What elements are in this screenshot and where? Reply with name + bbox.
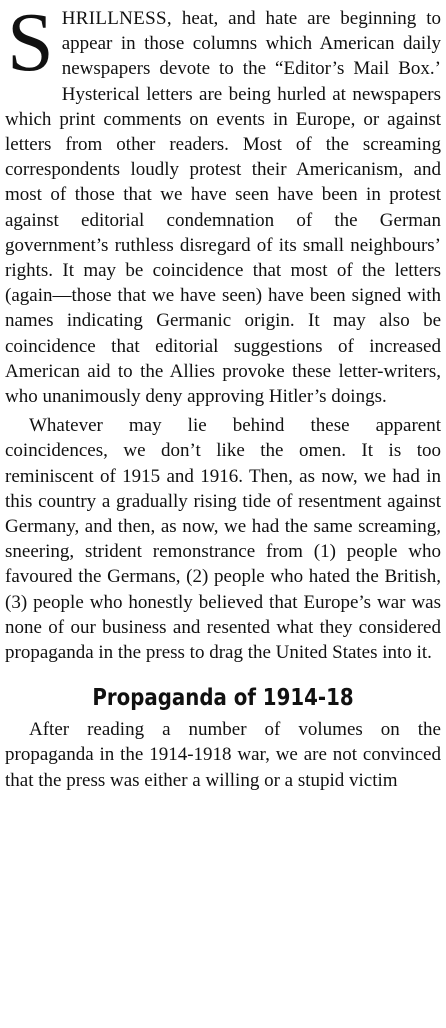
paragraph-2: Whatever may lie behind these apparent coincidences, we don’t like the omen. It is too reminiscent of 1915 and 1916. Then, as now, we had in this country a gradually rising tide of resentment against Germany, and then, as now, we had the same screaming, sneering, strident remonstrance from (1) people who favoured the Germans, (2) people who hated the British, (3) people who honestly believed that Europe’s war was none of our business and resented what they considered propaganda in the press to drag the United States into it. [5,415,441,664]
paragraph-3: After reading a number of volumes on the propaganda in the 1914-1918 war, we are not convinced that the press was either a willing or a stupid victim [5,719,441,791]
article-page [5,0,441,793]
paragraph-1 [5,0,441,409]
lead-caps: HRILLNESS, [61,8,172,29]
section-subheading: Propaganda of 1914-18 [92,685,354,712]
paragraph-1-text: heat, and hate are beginning to appear in those columns which American daily newspapers devote to the “Editor’s Mail Box.’ Hysterical letters are being hurled at newspapers which print comments on events in Europe, or against letters from other readers. Most of the screaming correspondents loudly protest their Americanism, and most of those that we have seen have been in protest against editorial condemnation of the German government’s ruthless disregard of its small neighbours’ rights. It may be coincidence that most of the letters (again—those that we have seen) have been signed with names indicating Germanic origin. It may also be coincidence that editorial suggestions of increased American aid to the Allies provoke these letter-writers, who unanimously deny approving Hitler’s doings. [5,8,441,408]
drop-cap: S [7,0,54,89]
